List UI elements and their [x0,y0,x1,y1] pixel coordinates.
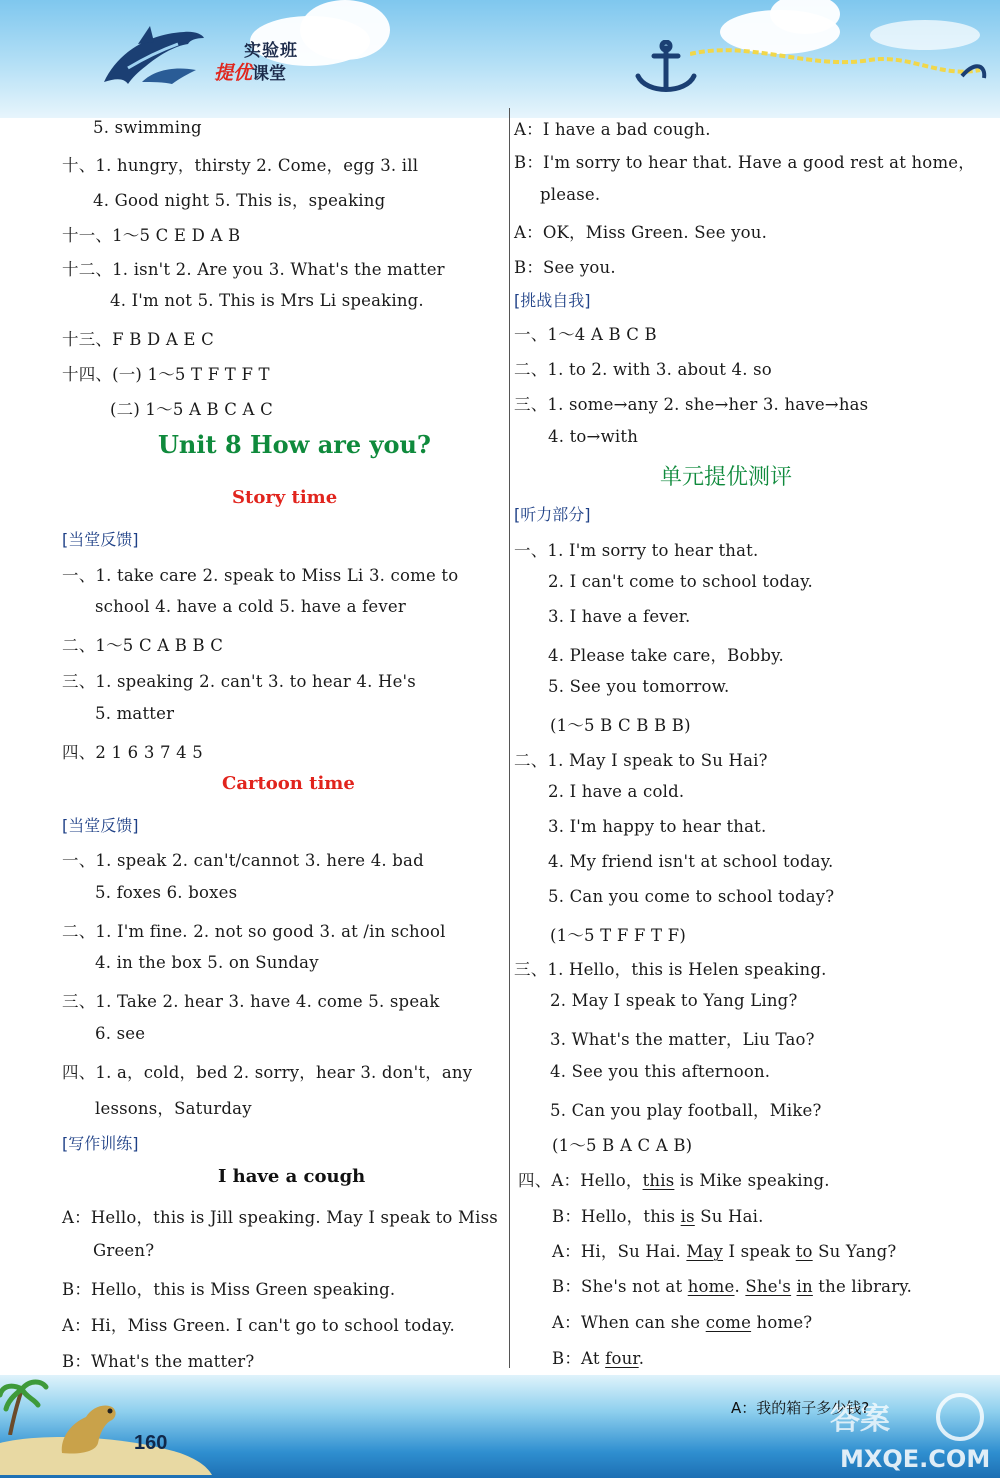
right-line: 4. to→with [548,427,639,446]
svg-text:答案: 答案 [830,1402,890,1437]
right-line: 4. Please take care，Bobby. [548,646,784,665]
section-tag: [当堂反馈] [62,530,139,549]
dolphin-small-icon [140,62,200,88]
left-line: A：Hello，this is Jill speaking. May I speak to Miss [62,1208,498,1227]
left-line: (二) 1～5 A B C A C [110,400,273,419]
brand-dark-text: 课堂 [252,64,287,84]
left-line: lessons，Saturday [95,1099,252,1118]
left-line: Green? [93,1241,155,1260]
dialog-line: A：When can she come home? [552,1313,813,1332]
right-line: (1～5 B C B B B) [550,716,691,735]
left-line: 十、1. hungry，thirsty 2. Come，egg 3. ill [62,156,419,175]
left-line: 三、1. Take 2. hear 3. have 4. come 5. speak [62,992,440,1011]
left-line: 4. in the box 5. on Sunday [95,953,319,972]
left-line: B：What's the matter? [62,1352,255,1371]
answer-blank: is [680,1207,695,1226]
brand-top-text: 实验班 [244,41,298,61]
right-line: A：I have a bad cough. [514,120,711,139]
rope-icon [690,30,990,90]
sea-lion-icon [52,1397,132,1457]
left-line: 十二、1. isn't 2. Are you 3. What's the matter [62,260,445,279]
section-tag: [听力部分] [514,505,591,524]
dialog-line: A：Hi，Su Hai. May I speak to Su Yang? [552,1242,897,1261]
svg-text:MXQE.COM: MXQE.COM [840,1445,990,1473]
left-line: 二、1. I'm fine. 2. not so good 3. at /in school [62,922,446,941]
left-line: 四、1. a，cold，bed 2. sorry，hear 3. don't，any [62,1063,473,1082]
left-line: 二、1～5 C A B B C [62,636,224,655]
right-line: B：I'm sorry to hear that. Have a good rest at home， [514,153,975,172]
page-footer [0,1375,1000,1478]
page-header [0,0,1000,118]
page-number: 160 [134,1432,168,1454]
unit-title: Unit 8 How are you? [158,430,431,459]
right-line: 二、1. May I speak to Su Hai? [514,751,768,770]
left-line: 一、1. speak 2. can't/cannot 3. here 4. bad [62,851,424,870]
right-line: 4. See you this afternoon. [550,1062,771,1081]
section-tag: [挑战自我] [514,291,591,310]
left-line: 6. see [95,1024,146,1043]
right-line: 3. What's the matter，Liu Tao? [550,1030,815,1049]
right-line: 5. Can you come to school today? [548,887,835,906]
left-line: 十四、(一) 1～5 T F T F T [62,365,270,384]
right-line: 5. See you tomorrow. [548,677,730,696]
right-line: 一、1～4 A B C B [514,325,657,344]
right-line: (1～5 B A C A B) [552,1136,693,1155]
left-line: 5. swimming [93,118,202,137]
brand-red-text: 提优 [214,62,253,84]
section-tag: [写作训练] [62,1134,139,1153]
dialog-line: B：At four. [552,1349,645,1368]
left-line: 5. foxes 6. boxes [95,883,238,902]
right-line: B：See you. [514,258,616,277]
right-line: 5. Can you play football，Mike? [550,1101,822,1120]
left-line: 4. I'm not 5. This is Mrs Li speaking. [110,291,424,310]
right-line: please. [540,185,601,204]
essay-title: I have a cough [218,1166,366,1187]
unit-assessment-title: 单元提优测评 [660,465,793,490]
answer-blank: come [705,1313,752,1332]
dialog-line: B：She's not at home. She's in the library. [552,1277,913,1296]
left-line: A：Hi，Miss Green. I can't go to school today. [62,1316,455,1335]
right-line: 2. I can't come to school today. [548,572,813,591]
section-title-cartoon: Cartoon time [222,773,355,794]
left-line: 三、1. speaking 2. can't 3. to hear 4. He's [62,672,416,691]
dialog-line: B：Hello，this is Su Hai. [552,1207,764,1226]
right-line: 2. I have a cold. [548,782,685,801]
brand-logo [214,32,364,84]
answer-blank: home [687,1277,735,1296]
answer-blank: four [605,1349,639,1368]
right-line: 3. I have a fever. [548,607,691,626]
left-line: 5. matter [95,704,175,723]
left-line: 十一、1～5 C E D A B [62,226,241,245]
footer-note: A：我的箱子多少钱? [731,1399,870,1417]
left-line: 十三、F B D A E C [62,330,214,349]
dialog-line: 四、A：Hello，this is Mike speaking. [518,1171,830,1190]
column-divider [509,108,510,1368]
answer-blank: this [642,1171,675,1190]
left-line: 4. Good night 5. This is，speaking [93,191,386,210]
answer-blank: May [686,1242,724,1261]
left-line: B：Hello，this is Miss Green speaking. [62,1280,396,1299]
section-tag: [当堂反馈] [62,816,139,835]
left-line: 一、1. take care 2. speak to Miss Li 3. come to [62,566,459,585]
answer-blank: in [796,1277,813,1296]
right-line: 二、1. to 2. with 3. about 4. so [514,360,772,379]
right-line: 2. May I speak to Yang Ling? [550,991,798,1010]
answer-blank: to [795,1242,813,1261]
left-line: 四、2 1 6 3 7 4 5 [62,743,203,762]
right-line: 三、1. Hello，this is Helen speaking. [514,960,827,979]
right-line: 4. My friend isn't at school today. [548,852,834,871]
section-title-story: Story time [232,487,338,508]
right-line: (1～5 T F F T F) [550,926,686,945]
right-line: 3. I'm happy to hear that. [548,817,767,836]
right-line: A：OK，Miss Green. See you. [514,223,768,242]
right-line: 三、1. some→any 2. she→her 3. have→has [514,395,869,414]
left-line: school 4. have a cold 5. have a fever [95,597,406,616]
right-line: 一、1. I'm sorry to hear that. [514,541,759,560]
answer-blank: She's [745,1277,792,1296]
